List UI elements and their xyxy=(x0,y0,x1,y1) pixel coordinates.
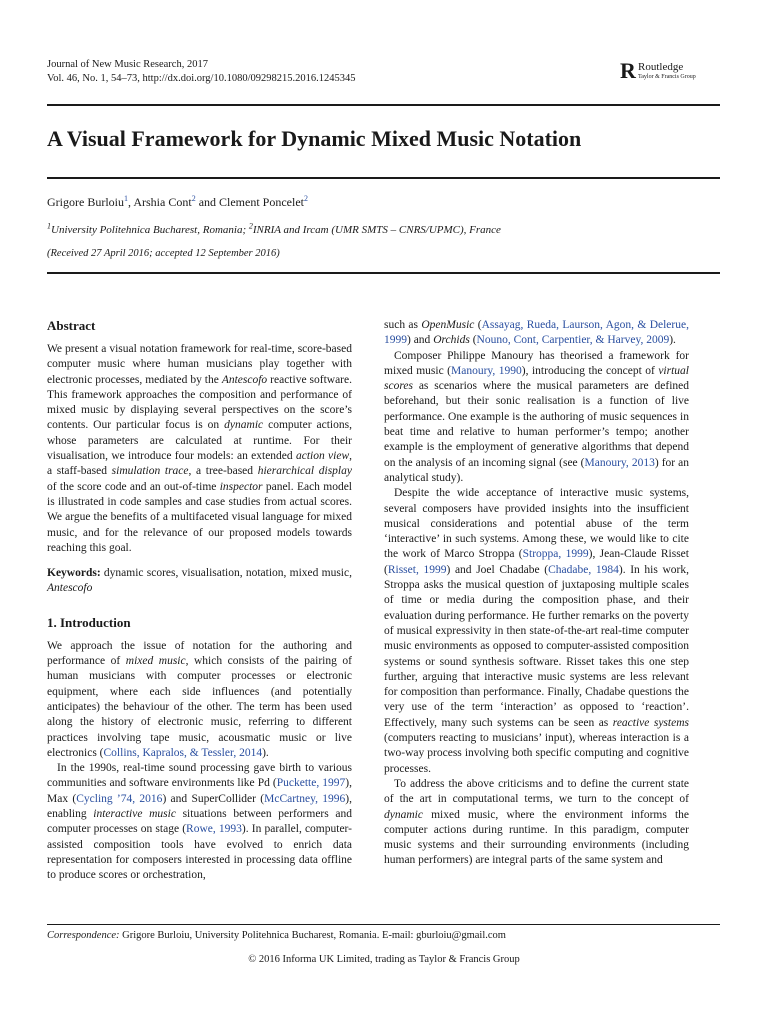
intro-paragraph-1: We approach the issue of notation for the authoring and performance of mixed music, which consists of the pairing of human musicians with computer processes or electronic equipment, where each side influences (and potentially anticipates) the behaviour of the other. The term has been used along the history of electronic music, referring to different practices involving tape music, acousmatic music or live electronics (Collins, Kapralos, & Tessler, 2014). xyxy=(47,639,352,759)
citation-link[interactable]: Stroppa, 1999 xyxy=(522,548,589,561)
footer-rule xyxy=(47,924,720,925)
citation-link[interactable]: Assayag, Rueda, Laurson, Agon, & Delerue, 1999 xyxy=(384,319,689,347)
journal-header xyxy=(47,58,356,86)
author-list: Grigore Burloiu$^1$, Arshia Cont$^2$ and Clement Poncelet$^2$ xyxy=(47,194,308,209)
title-rule xyxy=(47,177,720,179)
right-paragraph-2: Despite the wide acceptance of interactive music systems, several composers have provided insights into the insufficient musical considerations and potential abuse of the term ‘interactive’ in such systems. Among these, we would like to cite the work of Marco Stroppa (Stroppa, 1999), Jean-Claude Risset (Risset, 1999) and Joel Chadabe (Chadabe, 1984). In his work, Stroppa asks the musical question of juxtaposing multiple scales of time or media during the composition phase, and their evaluation during performance. He further remarks on the poverty of musical expressivity in then state-of-the-art real-time computer music environments as opposed to computer-assisted composition systems or sound synthesis software. Risset takes this one step further, arguing that interactive music systems are less relevant for composition than performance. Finally, Chadabe questions the very use of the term ‘interaction’ as opposed to ‘reaction’. Effectively, many such systems can be seen as reactive systems (computers reacting to musicians’ input), whereas interaction is a two-way process involving both specific computing and cognitive processes. xyxy=(384,487,690,775)
publisher-subtitle: Taylor & Francis Group xyxy=(638,74,696,80)
citation-link[interactable]: Rowe, 1993 xyxy=(186,823,242,836)
right-column xyxy=(384,318,689,869)
keywords: Keywords: dynamic scores, visualisation, notation, mixed music, Antescofo xyxy=(47,567,352,595)
citation-link[interactable]: Chadabe, 1984 xyxy=(548,563,619,576)
author-name: Clement Poncelet xyxy=(219,195,304,209)
right-paragraph-1: Composer Philippe Manoury has theorised a framework for mixed music (Manoury, 1990), introducing the concept of virtual scores as scenarios where the musical parameters are defined beforehand, but their sonic realisation is a function of live performance. One example is the authoring of music sequences in beat time and relative to human performer’s tempo; another example is the employment of generative algorithms that depend on the analysis of an incoming signal (see (Manoury, 2013) for an analytical study). xyxy=(384,349,689,484)
citation-link[interactable]: Puckette, 1997 xyxy=(276,777,346,790)
correspondence: Correspondence: Grigore Burloiu, University Politehnica Bucharest, Romania. E-mail: gburloiu@gmail.com xyxy=(47,930,506,941)
author-name: Grigore Burloiu xyxy=(47,195,124,209)
right-paragraph-0: such as OpenMusic (Assayag, Rueda, Laurson, Agon, & Delerue, 1999) and Orchids (Nouno, Cont, Carpentier, & Harvey, 2009). xyxy=(384,319,689,347)
citation-link[interactable]: Manoury, 1990 xyxy=(451,364,522,377)
journal-name: Journal of New Music Research, 2017 xyxy=(47,59,208,70)
citation-link[interactable]: Nouno, Cont, Carpentier, & Harvey, 2009 xyxy=(476,334,670,347)
affiliation-marker[interactable]: 2 xyxy=(191,194,196,203)
author-name: Arshia Cont xyxy=(133,195,192,209)
publisher-name: Routledge xyxy=(638,61,684,73)
affiliation-marker[interactable]: 2 xyxy=(304,194,308,203)
citation-link[interactable]: McCartney, 1996 xyxy=(264,792,346,805)
left-column xyxy=(47,318,352,884)
routledge-logo xyxy=(620,60,730,84)
citation-link[interactable]: Collins, Kapralos, & Tessler, 2014 xyxy=(103,746,263,759)
header-bottom-rule xyxy=(47,272,720,274)
abstract-heading: Abstract xyxy=(47,318,96,333)
intro-paragraph-2: In the 1990s, real-time sound processing gave birth to various communities and software environments like Pd (Puckette, 1997), Max (Cycling ’74, 2016) and SuperCollider (McCartney, 1996), enabling interactive music situations between performers and computer processes on stage (Rowe, 1993). In parallel, computer-assisted composition tools have evolved to enrich data representation for composers interested in processing data offline to produce scores or orchestration, xyxy=(47,762,352,882)
affiliation-marker[interactable]: 1 xyxy=(124,194,128,203)
routledge-r-icon: R xyxy=(620,58,636,83)
top-rule xyxy=(47,104,720,106)
right-paragraph-3: To address the above criticisms and to define the current state of the art in computational terms, we turn to the concept of dynamic mixed music, where the environment informs the computer actions during runtime. In this paradigm, computer music systems and their surrounding environments (including human performers) are integral parts of the same system and xyxy=(384,777,689,867)
abstract-body: We present a visual notation framework for real-time, score-based computer music where human musicians play together with electronic processes, mediated by the Antescofo reactive software. This framework approaches the composition and performance of mixed music by displaying several perspectives on the score’s contents. Our particular focus is on dynamic computer actions, whose parameters are calculated at runtime. For their visualisation, we introduce four models: an extended action view, a staff-based simulation trace, a tree-based hierarchical display of the score code and an out-of-time inspector panel. Each model is illustrated in code samples and case studies from actual scores. We argue the benefits of a multifaceted visual language for mixed music, and for the relevance of our proposed models towards reaching this goal. xyxy=(47,343,352,554)
received-dates: (Received 27 April 2016; accepted 12 September 2016) xyxy=(47,248,280,259)
citation-link[interactable]: Cycling ’74, 2016 xyxy=(76,792,163,805)
journal-volume-doi: Vol. 46, No. 1, 54–73, http://dx.doi.org/10.1080/09298215.2016.1245345 xyxy=(47,73,356,84)
paper-title: A Visual Framework for Dynamic Mixed Music Notation xyxy=(47,126,582,151)
citation-link[interactable]: Risset, 1999 xyxy=(387,563,447,576)
introduction-heading: 1. Introduction xyxy=(47,614,131,630)
copyright-notice: © 2016 Informa UK Limited, trading as Taylor & Francis Group xyxy=(248,954,520,965)
affiliations: $^1$University Politehnica Bucharest, Romania; $^2$INRIA and Ircam (UMR SMTS – CNRS/UPMC), France xyxy=(47,221,501,236)
citation-link[interactable]: Manoury, 2013 xyxy=(584,456,655,469)
